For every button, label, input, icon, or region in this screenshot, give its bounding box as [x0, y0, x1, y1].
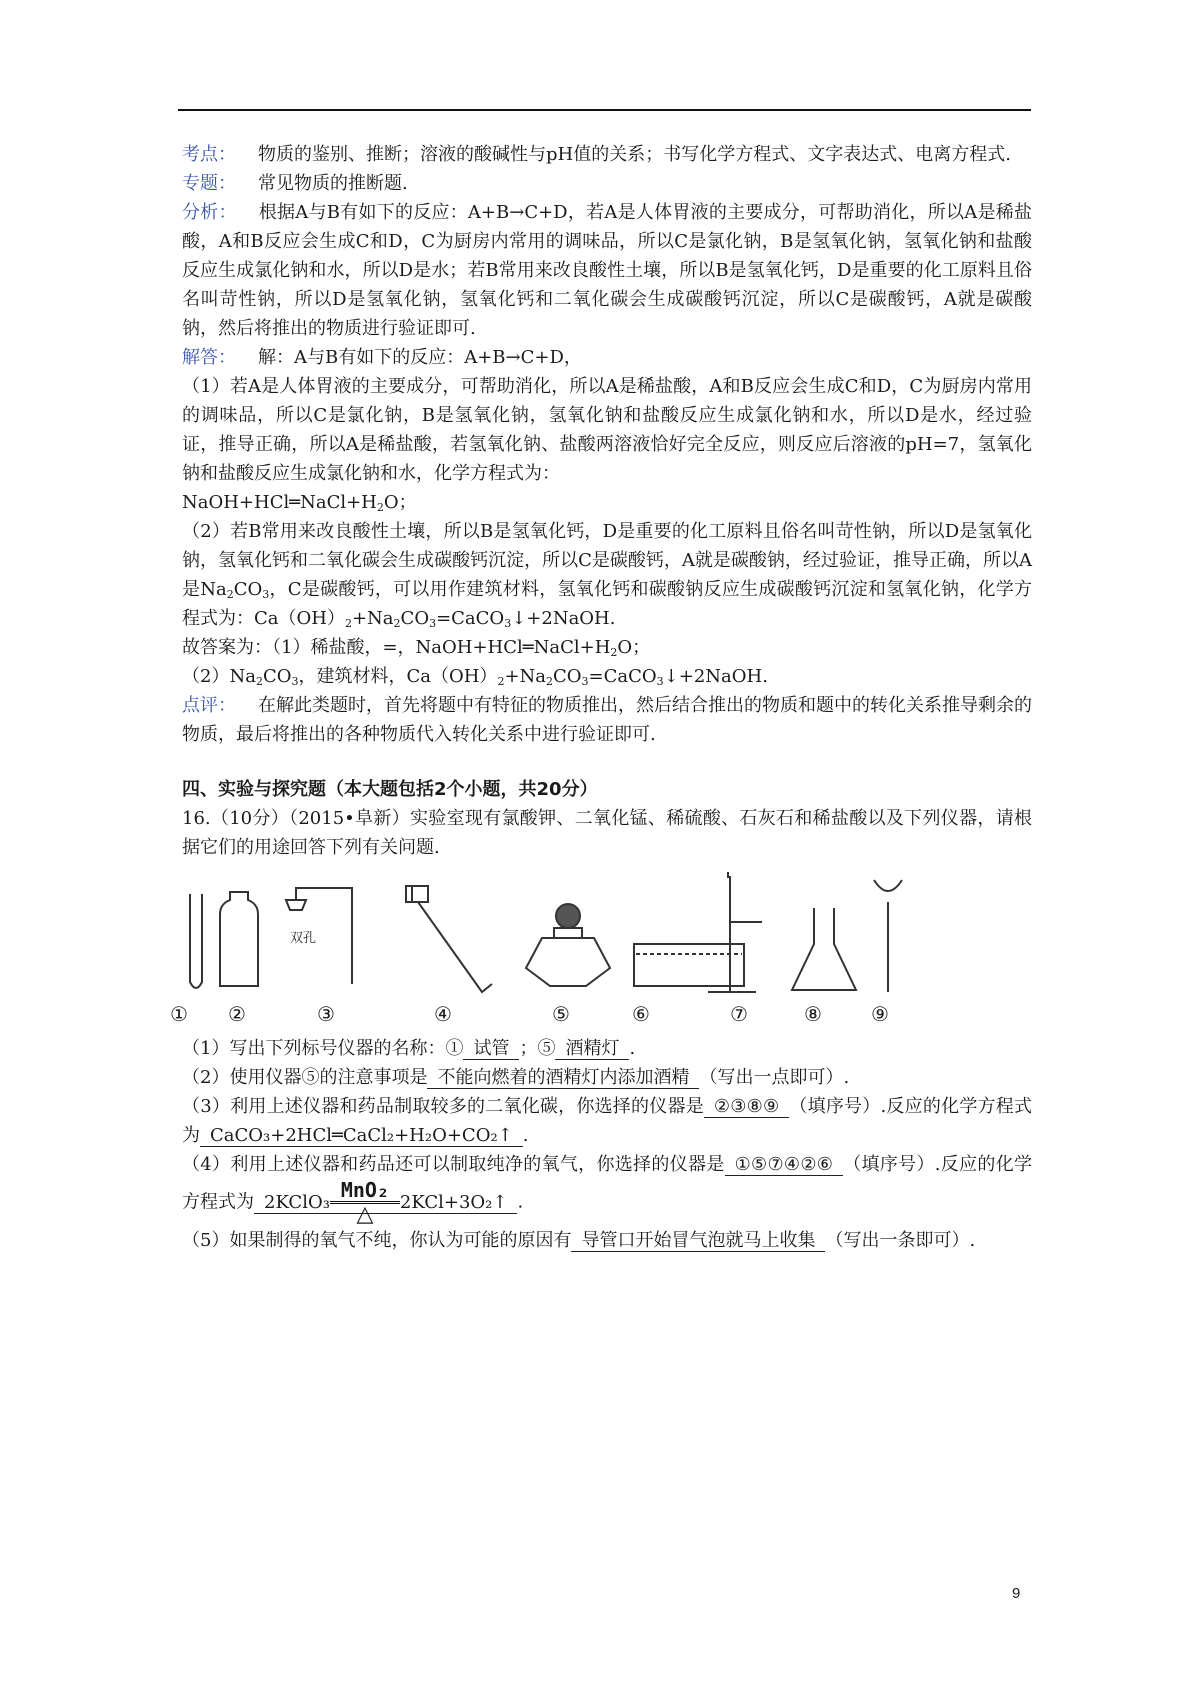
- question-3: [182, 1092, 1032, 1150]
- q3-post: （填序号）.反应的化学方程式为: [182, 1096, 1032, 1146]
- q1-answer-1: 试管: [463, 1038, 519, 1060]
- section-title: 四、实验与探究题（本大题包括2个小题，共20分）: [182, 779, 598, 800]
- jieda-part2-d: +Na: [351, 608, 394, 629]
- q5-post: （写出一条即可）.: [825, 1230, 976, 1251]
- answer-line-1: [182, 633, 1032, 662]
- jieda-part2-b: CO: [233, 579, 263, 600]
- sub-2: 2: [610, 646, 618, 659]
- kaodian-text: 物质的鉴别、推断；溶液的酸碱性与pH值的关系；书写化学方程式、文字表达式、电离方程式.: [258, 144, 1011, 165]
- q4-pre: （4）利用上述仪器和药品还可以制取纯净的氧气，你选择的仪器是: [182, 1154, 725, 1175]
- zhuanti-text: 常见物质的推断题.: [258, 173, 408, 194]
- page-number: 9: [1012, 1585, 1021, 1602]
- answer-2-e: CO: [553, 666, 582, 687]
- fenxi-label: 分析：: [182, 202, 237, 223]
- test-tube-icon: [190, 894, 202, 988]
- jieda-label: 解答：: [182, 347, 236, 368]
- jieda-part2-e: CO: [400, 608, 430, 629]
- jieda-part1: [182, 372, 1032, 517]
- jieda-part1-text: （1）若A是人体胃液的主要成分，可帮助消化，所以A是稀盐酸，A和B反应会生成C和D，C为厨房内常用的调味品，所以C是氯化钠，B是氢氧化钠，氢氧化钠和盐酸反应生成氯化钠和水，所以D是水，经过验证，推导正确，所以A是稀盐酸，若氢氧化钠、盐酸两溶液恰好完全反应，则反应后溶液的pH=7，氢氧化钠和盐酸反应生成氯化钠和水，化学方程式为：: [182, 376, 1032, 484]
- sub-2: 2: [497, 675, 505, 688]
- sub-3: 3: [504, 617, 512, 630]
- conical-flask-icon: [792, 908, 856, 990]
- q1-pre: （1）写出下列标号仪器的名称：①: [182, 1038, 464, 1059]
- q4-post: （填序号）.反应的化学方程式为: [182, 1154, 1032, 1213]
- answer-2-b: CO: [262, 666, 292, 687]
- sub-2: 2: [226, 588, 234, 601]
- q4-eq-right: 2KCl+3O₂↑: [399, 1191, 508, 1213]
- answer-2-f: =CaCO: [588, 666, 657, 687]
- jieda-part2-g: ↓+2NaOH.: [511, 608, 616, 629]
- dianping-label: 点评：: [182, 695, 236, 716]
- sub-3: 3: [429, 617, 437, 630]
- long-neck-funnel-icon: [874, 880, 902, 992]
- kaodian-para: [182, 140, 1032, 169]
- jieda-part1-eq-a: NaOH+HCl═NaCl+H: [182, 492, 377, 513]
- instrument-number: ⑧: [804, 1002, 822, 1026]
- wide-mouth-bottle-icon: [220, 892, 258, 986]
- q1-answer-2: 酒精灯: [555, 1038, 629, 1060]
- instrument-number: ⑤: [552, 1002, 570, 1026]
- answer-2-c: ，建筑材料，Ca（OH）: [298, 666, 498, 687]
- sub-3: 3: [291, 675, 299, 688]
- instrument-number: ②: [228, 1002, 246, 1026]
- kaodian-label: 考点：: [182, 144, 236, 165]
- reaction-condition: [330, 1179, 400, 1226]
- q16-text: 16.（10分）（2015•阜新）实验室现有氯酸钾、二氧化锰、稀硫酸、石灰石和稀盐酸以及下列仪器，请根据它们的用途回答下列有关问题.: [182, 808, 1032, 858]
- water-trough-icon: [634, 944, 744, 986]
- jieda-part1-eq-b: O；: [383, 492, 417, 513]
- sub-2: 2: [546, 675, 554, 688]
- iron-stand-icon: [708, 872, 762, 992]
- answer-2-a: （2）Na: [182, 666, 256, 687]
- q4-eq-left: 2KClO₃: [264, 1191, 330, 1213]
- q3-end: .: [522, 1125, 529, 1146]
- instrument-number: ⑨: [871, 1002, 889, 1026]
- instrument-number: ④: [434, 1002, 452, 1026]
- heat-icon: △: [356, 1202, 374, 1227]
- answer-2-g: ↓+2NaOH.: [663, 666, 768, 687]
- apparatus-drawing: [182, 872, 1032, 1000]
- q2-answer: 不能向燃着的酒精灯内添加酒精: [427, 1067, 699, 1089]
- hole-caption: 双孔: [290, 931, 317, 946]
- apparatus-figure: [182, 872, 1032, 1000]
- instrument-numbers: [170, 1000, 1032, 1034]
- q3-pre: （3）利用上述仪器和药品制取较多的二氧化碳，你选择的仪器是: [182, 1096, 704, 1117]
- question-5: [182, 1226, 1032, 1255]
- alcohol-lamp-icon: [526, 928, 610, 986]
- q1-mid: ；⑤: [519, 1038, 556, 1059]
- jieda-part2-f: =CaCO: [436, 608, 505, 629]
- question-1: [182, 1034, 1032, 1063]
- q3-answer: ②③⑧⑨: [704, 1096, 789, 1118]
- question-4: [182, 1150, 1032, 1226]
- sub-2: 2: [255, 675, 263, 688]
- question-2: [182, 1063, 1032, 1092]
- q2-pre: （2）使用仪器⑤的注意事项是: [182, 1067, 428, 1088]
- jieda-part2: [182, 517, 1032, 633]
- catalyst-label: MnO₂: [340, 1178, 389, 1202]
- q4-equation: [254, 1178, 517, 1227]
- fenxi-para: [182, 198, 1032, 343]
- jieda-intro: 解：A与B有如下的反应：A+B→C+D，: [258, 347, 582, 368]
- dianping-text: 在解此类题时，首先将题中有特征的物质推出，然后结合推出的物质和题中的转化关系推导剩余的物质，最后将推出的各种物质代入转化关系中进行验证即可.: [182, 695, 1032, 745]
- q3-equation: CaCO₃+2HCl═CaCl₂+H₂O+CO₂↑: [200, 1125, 523, 1147]
- answer-line-2: [182, 662, 1032, 691]
- q4-answer: ①⑤⑦④②⑥: [725, 1154, 844, 1176]
- answer-1-a: 故答案为：（1）稀盐酸，=，NaOH+HCl═NaCl+H: [182, 637, 611, 658]
- sub-3: 3: [581, 675, 589, 688]
- q2-post: （写出一点即可）.: [699, 1067, 850, 1088]
- fenxi-text: 根据A与B有如下的反应：A+B→C+D，若A是人体胃液的主要成分，可帮助消化，所以A是稀盐酸，A和B反应会生成C和D，C为厨房内常用的调味品，所以C是氯化钠，B是氢氧化钠，氢氧化钠和盐酸反应生成氯化钠和水，所以D是水；若B常用来改良酸性土壤，所以B是氢氧化钙，D是重要的化工原料且俗名叫苛性钠，所以D是氢氧化钠，氢氧化钙和二氧化碳会生成碳酸钙沉淀，所以C是碳酸钙，A就是碳酸钠，然后将推出的物质进行验证即可.: [182, 202, 1033, 339]
- jieda-part2-c: ，C是碳酸钙，可以用作建筑材料，氢氧化钙和碳酸钠反应生成碳酸钙沉淀和氢氧化钠，化学方程式为：Ca（OH）: [182, 579, 1032, 629]
- q5-pre: （5）如果制得的氧气不纯，你认为可能的原因有: [182, 1230, 572, 1251]
- sub-2: 2: [344, 617, 352, 630]
- page-content: [170, 140, 1033, 1255]
- bent-tube-icon: [406, 886, 492, 992]
- q1-post: .: [629, 1038, 636, 1059]
- jieda-part1-eq-sub: 2: [376, 501, 384, 514]
- zhuanti-para: [182, 169, 1032, 198]
- instrument-number: ③: [317, 1002, 335, 1026]
- instrument-number: ⑥: [632, 1002, 650, 1026]
- instrument-number: ⑦: [730, 1002, 748, 1026]
- answer-2-d: +Na: [504, 666, 547, 687]
- zhuanti-label: 专题：: [182, 173, 236, 194]
- dianping-para: [182, 691, 1032, 749]
- header-rule: [178, 109, 1031, 111]
- sub-3: 3: [262, 588, 270, 601]
- q5-answer: 导管口开始冒气泡就马上收集: [571, 1230, 825, 1252]
- jieda-part2-a: （2）若B常用来改良酸性土壤，所以B是氢氧化钙，D是重要的化工原料且俗名叫苛性钠，所以D是氢氧化钠，氢氧化钙和二氧化碳会生成碳酸钙沉淀，所以C是碳酸钙，A就是碳酸钠，经过验证，推导正确，所以A是Na: [182, 521, 1032, 600]
- answer-1-b: O；: [617, 637, 651, 658]
- sub-3: 3: [656, 675, 664, 688]
- q4-end: .: [517, 1191, 524, 1213]
- instrument-number: ①: [170, 1002, 188, 1026]
- sub-2: 2: [393, 617, 401, 630]
- jieda-para: [182, 343, 1032, 372]
